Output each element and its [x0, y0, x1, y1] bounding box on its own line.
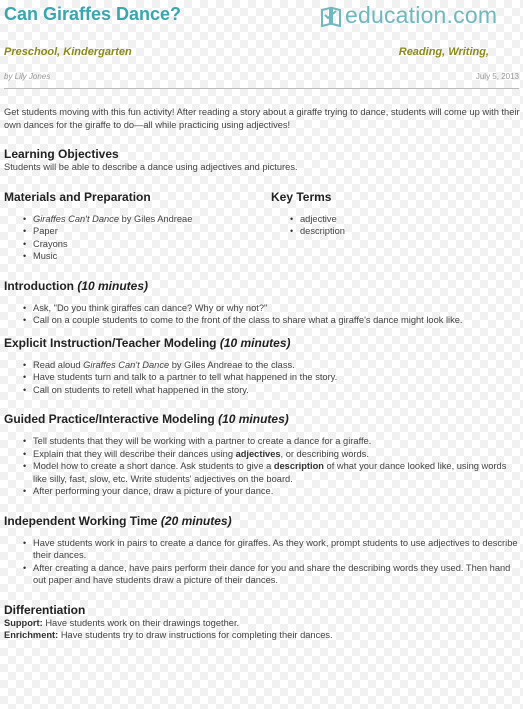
grade-levels: Preschool, Kindergarten — [4, 46, 132, 58]
objectives-text: Students will be able to describe a dance using adjectives and pictures. — [4, 162, 298, 172]
list-item — [33, 359, 520, 372]
text-run: , or describing words. — [280, 448, 369, 459]
logo-text: education.com — [345, 2, 498, 28]
key-terms-section — [271, 190, 520, 263]
list-item: • Crayons — [33, 238, 271, 251]
book-icon — [320, 5, 342, 27]
book-title: Giraffes Can't Dance — [33, 213, 120, 224]
key-terms-list — [271, 213, 520, 238]
text-run: Read aloud — [33, 359, 84, 370]
list-item: • Have students work in pairs to create a dance for giraffes. As they work, prompt students to use adjectives to describe their dances. — [33, 537, 520, 562]
introduction-heading — [4, 279, 520, 293]
materials-and-terms — [4, 190, 520, 263]
publish-date: July 5, 2013 — [475, 72, 519, 81]
section-time: (10 minutes) — [218, 412, 289, 426]
list-item — [33, 460, 520, 485]
book-author: by Giles Andreae — [119, 213, 193, 224]
text-run: Have students try to draw instructions for completing their dances. — [58, 630, 333, 640]
header-divider — [4, 88, 519, 89]
text-run: of what your dance looked like, using words like silly, fast, slow, etc. Write students' adjectives on the board. — [33, 461, 507, 484]
guided-heading — [4, 412, 520, 426]
text-run: Explain that they will describe their dances using — [33, 448, 236, 459]
section-time: (10 minutes) — [219, 335, 291, 350]
objectives-heading: Learning Objectives — [4, 147, 119, 161]
support-text — [4, 617, 520, 630]
list-item: • Call on a couple students to come to the front of the class to share what a giraffe's dance might look like. — [33, 314, 520, 327]
list-item: • adjective — [300, 213, 520, 226]
subjects: Reading, Writing, — [398, 46, 489, 58]
key-terms-heading: Key Terms — [271, 189, 332, 204]
list-item — [33, 448, 520, 461]
list-item: • description — [300, 225, 520, 238]
list-item: • After performing your dance, draw a picture of your dance. — [33, 485, 520, 498]
list-item: • Have students turn and talk to a partner to tell what happened in the story. — [33, 371, 520, 384]
author: by Lily Jones — [4, 72, 51, 81]
enrichment-text — [4, 629, 520, 642]
introduction-list — [4, 302, 520, 327]
guided-list — [4, 435, 520, 498]
education-logo[interactable] — [320, 2, 497, 29]
materials-section — [4, 190, 271, 263]
list-item: • Paper — [33, 225, 271, 238]
list-item: • Tell students that they will be working with a partner to create a dance for a giraffe. — [33, 435, 520, 448]
section-time: (10 minutes) — [77, 278, 149, 293]
key-term: adjectives — [235, 448, 281, 459]
lesson-content — [4, 106, 520, 642]
section-title: Introduction — [4, 278, 74, 293]
materials-list — [4, 213, 271, 263]
section-title: Guided Practice/Interactive Modeling — [4, 412, 215, 426]
list-item — [33, 213, 271, 226]
key-term: description — [273, 461, 324, 471]
intro-paragraph: Get students moving with this fun activity! After reading a story about a giraffe trying to dance, students will come up with their own dances for the giraffe to do—all while practicing using adjectives! — [4, 107, 520, 130]
text-run: Have students work on their drawings together. — [42, 617, 240, 628]
enrichment-label: Enrichment: — [4, 630, 59, 640]
materials-heading: Materials and Preparation — [4, 189, 151, 204]
differentiation-heading: Differentiation — [4, 602, 86, 617]
list-item: • Music — [33, 250, 271, 263]
list-item: • Ask, "Do you think giraffes can dance? Why or why not?" — [33, 302, 520, 315]
text-run: Model how to create a short dance. Ask students to give a — [33, 461, 274, 471]
list-item: • After creating a dance, have pairs perform their dance for you and share the describing words they used. Then hand out paper and have students draw a picture of their dances. — [33, 562, 520, 587]
independent-list — [4, 537, 520, 587]
support-label: Support: — [4, 617, 43, 628]
text-run: by Giles Andreae to the class. — [169, 359, 295, 370]
section-time: (20 minutes) — [160, 513, 232, 528]
list-item: • Call on students to retell what happened in the story. — [33, 384, 520, 397]
section-title: Explicit Instruction/Teacher Modeling — [4, 335, 217, 350]
page-title: Can Giraffes Dance? — [4, 4, 182, 24]
section-title: Independent Working Time — [4, 513, 158, 528]
explicit-heading — [4, 336, 520, 350]
explicit-list — [4, 359, 520, 397]
book-title: Giraffes Can't Dance — [83, 359, 170, 370]
independent-heading — [4, 514, 520, 528]
